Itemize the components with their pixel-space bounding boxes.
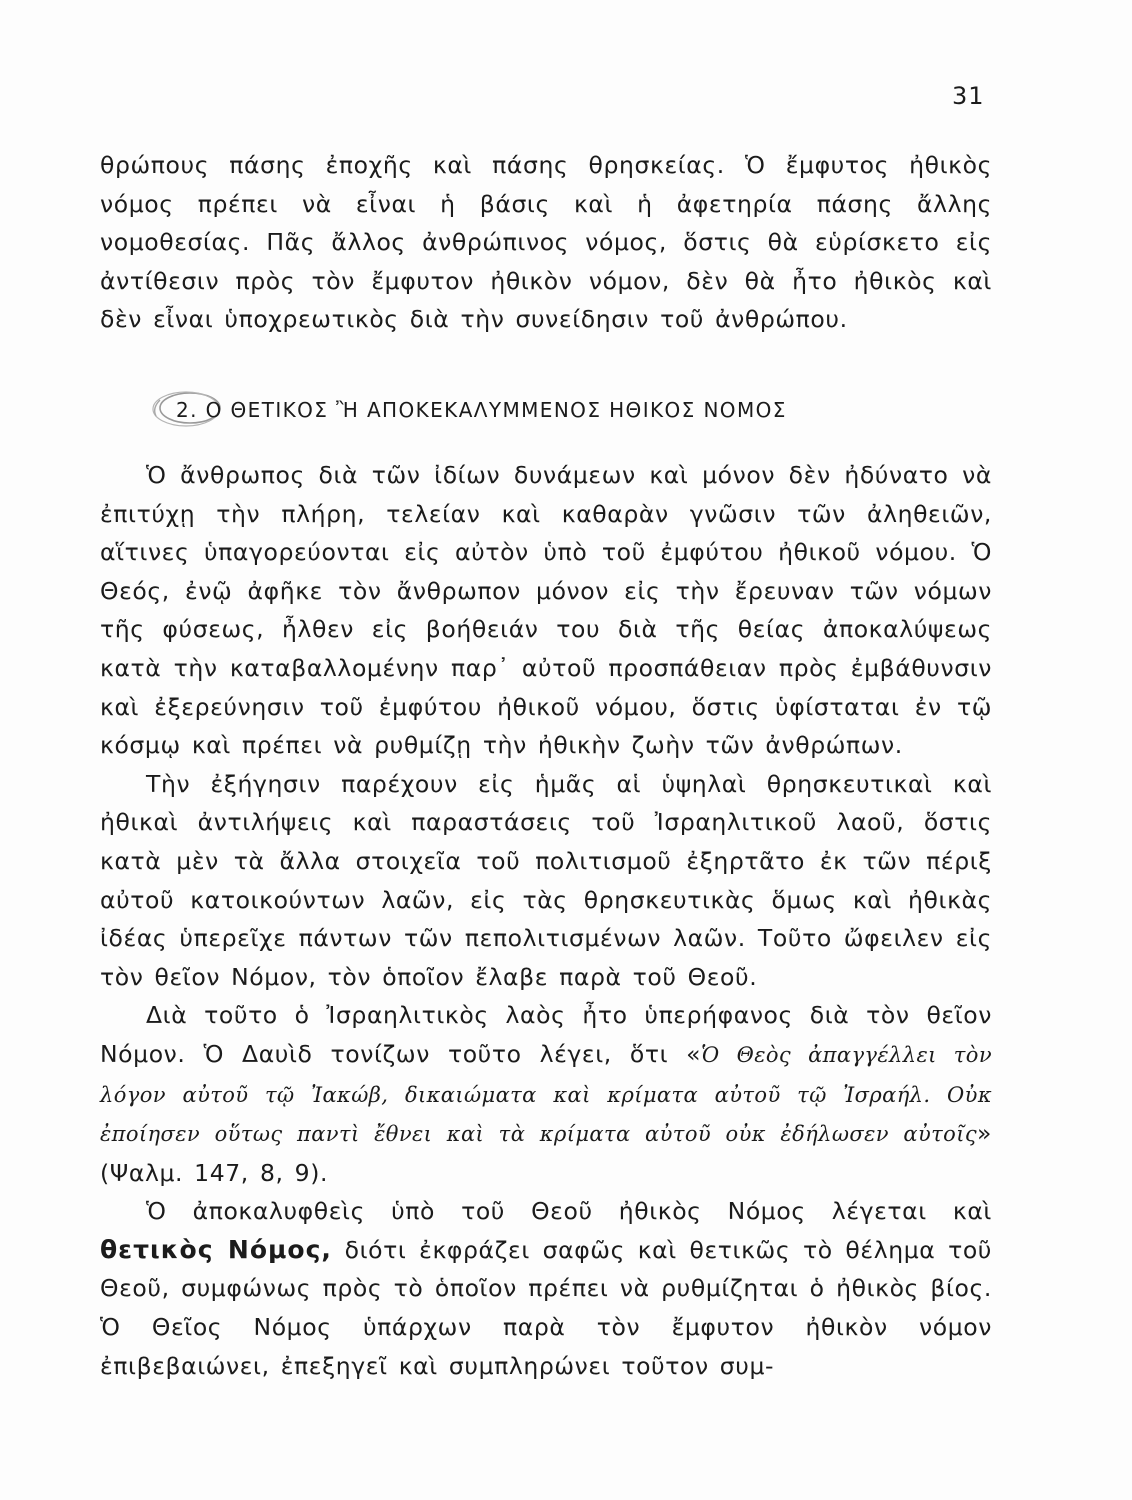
page-number: 31	[952, 82, 985, 110]
paragraph-text: Ὁ ἄνθρωπος διὰ τῶν ἰδίων δυνάμεων καὶ μόνον δὲν ἠδύνατο νὰ ἐπιτύχῃ τὴν πλήρη, τελείαν καὶ καθαρὰν γνῶσιν τῶν ἀληθειῶν, αἵτινες ὑπαγορεύονται εἰς αὐτὸν ὑπὸ τοῦ ἐμφύτου ἠθικοῦ νόμου. Ὁ Θεός, ἐνῷ ἀφῆκε τὸν ἄνθρωπον μόνον εἰς τὴν ἔρευναν τῶν νόμων τῆς φύσεως, ἦλθεν εἰς βοήθειάν του διὰ τῆς θείας ἀποκαλύψεως κατὰ τὴν καταβαλλομένην παρ᾽ αὐτοῦ προσπάθειαν πρὸς ἐμβάθυνσιν καὶ ἐξερεύνησιν τοῦ ἐμφύτου ἠθικοῦ νόμου, ὅστις ὑφίσταται ἐν τῷ κόσμῳ καὶ πρέπει νὰ ρυθμίζῃ τὴν ἠθικὴν ζωὴν τῶν ἀνθρώπων.	[100, 461, 992, 760]
paragraph-text: Τὴν ἐξήγησιν παρέχουν εἰς ἡμᾶς αἱ ὑψηλαὶ θρησκευτικαὶ καὶ ἠθικαὶ ἀντιλήψεις καὶ παραστάσεις τοῦ Ἰσραηλιτικοῦ λαοῦ, ὅστις κατὰ μὲν τὰ ἄλλα στοιχεῖα τοῦ πολιτισμοῦ ἐξηρτᾶτο ἐκ τῶν πέριξ αὐτοῦ κατοικούντων λαῶν, εἰς τὰς θρησκευτικὰς ὅμως καὶ ἠθικὰς ἰδέας ὑπερεῖχε πάντων τῶν πεπολιτισμένων λαῶν. Τοῦτο ὤφειλεν εἰς τὸν θεῖον Νόμον, τὸν ὁποῖον ἔλαβε παρὰ τοῦ Θεοῦ.	[100, 769, 992, 991]
section-body	[100, 456, 992, 1385]
section-heading: 2. Ο ΘΕΤΙΚΟΣ Ἢ ΑΠΟΚΕΚΑΛΥΜΜΕΝΟΣ ΗΘΙΚΟΣ ΝΟΜΟΣ	[176, 398, 787, 422]
paragraph-text: θρώπους πάσης ἐποχῆς καὶ πάσης θρησκείας. Ὁ ἔμφυτος ἠθικὸς νόμος πρέπει νὰ εἶναι ἡ βάσις καὶ ἡ ἀφετηρία πάσης ἄλλης νομοθεσίας. Πᾶς ἄλλος ἀνθρώπινος νόμος, ὅστις θὰ εὑρίσκετο εἰς ἀντίθεσιν πρὸς τὸν ἔμφυτον ἠθικὸν νόμον, δὲν θὰ ἦτο ἠθικὸς καὶ δὲν εἶναι ὑποχρεωτικὸς διὰ τὴν συνείδησιν τοῦ ἀνθρώπου.	[100, 151, 992, 334]
paragraph-text: Ὁ ἀποκαλυφθεὶς ὑπὸ τοῦ Θεοῦ ἠθικὸς Νόμος λέγεται καὶ	[146, 1197, 992, 1226]
paragraph-with-term	[100, 1192, 992, 1385]
paragraph-continuation	[100, 146, 992, 339]
paragraph-text: διότι ἐκφράζει σαφῶς καὶ θετικῶς τὸ θέλημα τοῦ Θεοῦ, συμφώνως πρὸς τὸ ὁποῖον πρέπει νὰ ρυθμίζηται ὁ ἠθικὸς βίος. Ὁ Θεῖος Νόμος ὑπάρχων παρὰ τὸν ἔμφυτον ἠθικὸν νόμον ἐπιβεβαιώνει, ἐπεξηγεῖ καὶ συμπληρώνει τοῦτον συμ-	[100, 1235, 992, 1380]
citation-text: » (Ψαλμ. 147, 8, 9).	[100, 1119, 992, 1187]
psalm-quote: Ὁ Θεὸς ἀπαγγέλλει τὸν λόγον αὐτοῦ τῷ Ἰακώβ, δικαιώματα καὶ κρίματα αὐτοῦ τῷ Ἰσραήλ. Οὐκ ἐποίησεν οὕτως παντὶ ἔθνει καὶ τὰ κρίματα αὐτοῦ οὐκ ἐδήλωσεν αὐτοῖς	[100, 1042, 992, 1147]
paragraph-text: Διὰ τοῦτο ὁ Ἰσραηλιτικὸς λαὸς ἦτο ὑπερήφανος διὰ τὸν θεῖον Νόμον. Ὁ Δαυὶδ τονίζων τοῦτο λέγει, ὅτι «	[100, 1001, 992, 1068]
bold-term: θετικὸς Νόμος,	[100, 1234, 332, 1264]
paragraph-with-quote	[100, 996, 992, 1192]
